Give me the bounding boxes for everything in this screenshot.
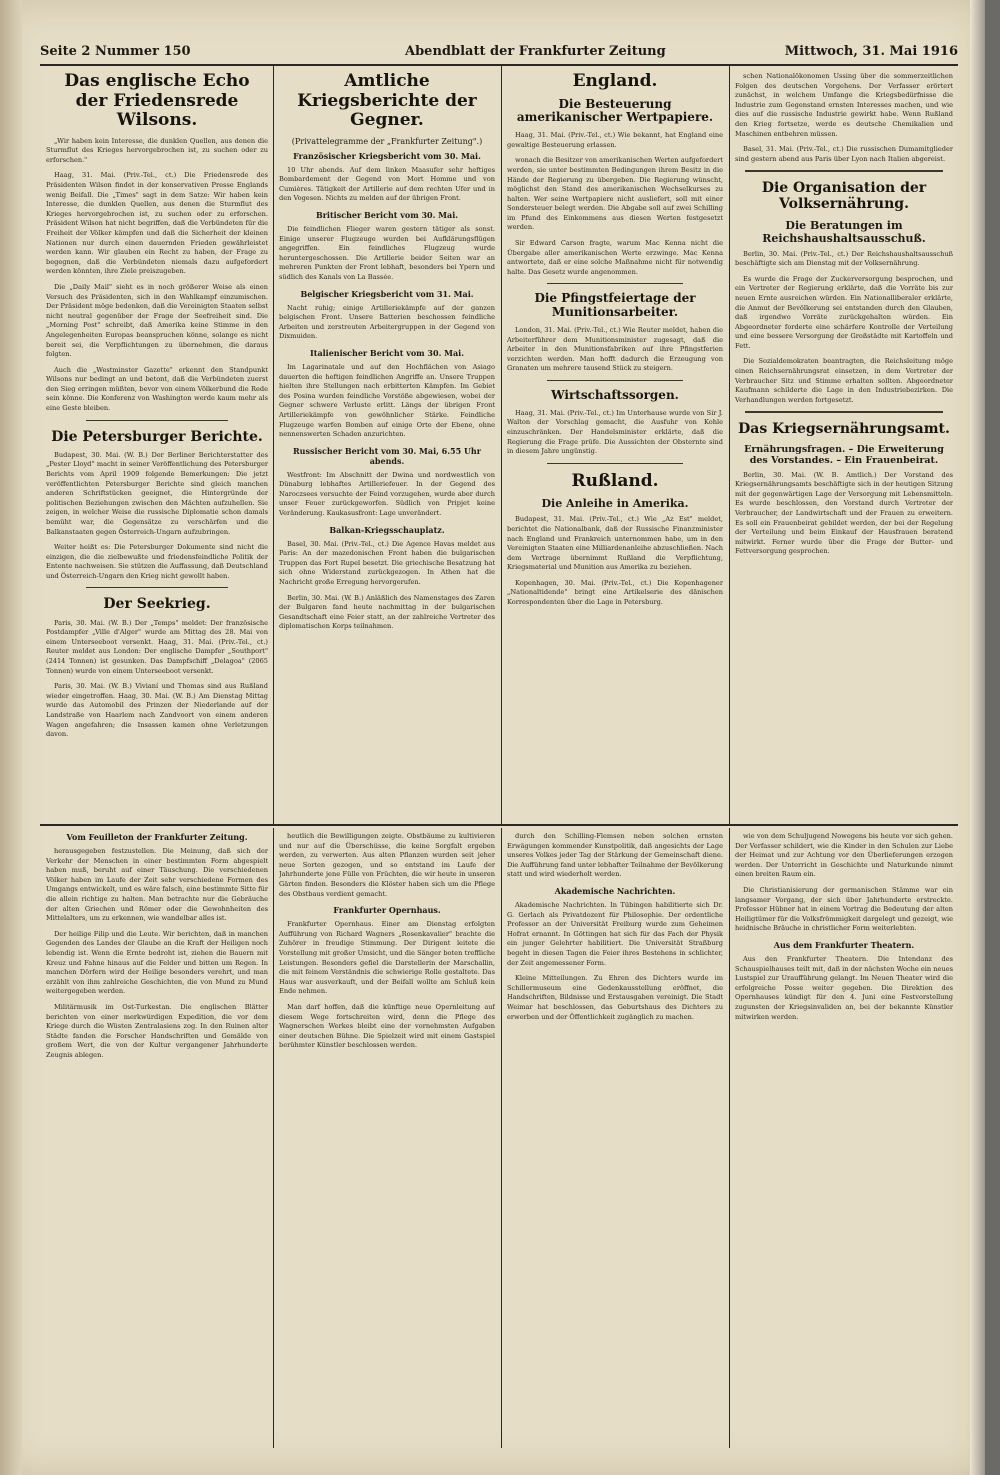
filler-text: Haag, 31. Mai. (Priv.-Tel., ct.) Im Unterhause wurde von Sir J. Walton der Vorschlag gemacht, die Ausfuhr von Kohle einzuschränken. Der Handelsminister erklärte, daß die Regierung die Frage prüfe. Die Aussichten der Obsternte sind in diesem Jahre ungünstig. (507, 408, 723, 456)
feuilleton-rule (40, 824, 958, 826)
lower-column-2 (279, 832, 495, 1444)
filler-text: Kopenhagen, 30. Mai. (Priv.-Tel., ct.) Die Kopenhagener „Nationaltidende" bringt eine Artikelserie des dänischen Korrespondenten über die Lage in Petersburg. (507, 578, 723, 607)
report-title-balkan: Balkan-Kriegsschauplatz. (329, 524, 445, 535)
column-1 (46, 72, 268, 820)
page-edge (970, 0, 985, 1475)
lead-volksernaehrung: Berlin, 30. Mai. (Priv.-Tel., ct.) Der Reichshaushaltsausschuß beschäftigte sich am Dienstag mit der Volksernährung. (735, 249, 953, 268)
headline-pfingstfeiertage: Die Pfingstfeiertage der Munitionsarbeiter. (534, 291, 696, 320)
filler-text: Haag, 31. Mai. (Priv.-Tel., ct.) Die Friedensrede des Präsidenten Wilson findet in der konservativen Presse Englands wenig Beifall. Die „Times" sagt in dem Satze: Wir haben kein Interesse, die dunklen Quellen, aus denen die Sturmflut des Krieges hervorgebrochen ist, zu suchen oder zu erforschen. Präsident Wilson hat nicht begriffen, daß die Verbündeten für die Freiheit der Völker kämpfen und daß die Sicherheit der kleinen Nationen nur durch einen dauernden Frieden gewährleistet werden kann. Wir glauben ein Recht zu haben, der Frage zu begegnen, daß die Verbündeten niemals dazu aufgefordert werden könnten, ihre Ziele preiszugeben. (46, 171, 268, 276)
column-3 (507, 72, 723, 820)
filler-text: Militärmusik im Ost-Turkestan. Die englischen Blätter berichten von einer merkwürdigen Expedition, die vor dem Kriege durch die Wüsten Zentralasiens zog. In den Ruinen alter Städte fanden die Forscher Handschriften und Gemälde von großem Wert, die von der Kultur vergangener Jahrhunderte Zeugnis ablegen. (46, 1002, 268, 1059)
headline-kriegsernaehrungsamt: Das Kriegsernährungsamt. (738, 421, 950, 438)
filler-text: Berlin, 30. Mai. (W. B. Amtlich.) Der Vorstand des Kriegsernährungsamts beschäftigte sich in der heutigen Sitzung mit der gegenwärtigen Lage der Versorgung mit Lebensmitteln. Es wurde beschlossen, den Vorstand durch Vertreter der Verbraucher, der Landwirtschaft und der Frauen zu erweitern. Es soll ein Frauenbeirat gebildet werden, der bei der Regelung der Verteilung und beim Einkauf der Hausfrauen beratend mitwirkt. Ferner wurde über die Frage der Butter- und Fettversorgung gesprochen. (735, 470, 953, 556)
filler-text: Sir Edward Carson fragte, warum Mac Kenna nicht die Übergabe aller amerikanischen Werte erzwinge. Mac Kenna antwortete, daß er eine solche Maßnahme nicht für notwendig halte. Das Gesetz wurde angenommen. (507, 239, 723, 276)
subheadline-privattelegramme: (Privattelegramme der „Frankfurter Zeitung".) (291, 136, 483, 146)
filler-text: Aus den Frankfurter Theatern. Die Intendanz des Schauspielhauses teilt mit, daß in der nächsten Woche ein neues Lustspiel zur Uraufführung gelangt. Im Neuen Theater wird die erfolgreiche Posse weiter gegeben. Die Direktion des Opernhauses kündigt für den 4. Juni eine Festvorstellung zugunsten der Kriegsinvaliden an, bei der bekannte Künstler mitwirken werden. (735, 954, 953, 1021)
filler-text: Berlin, 30. Mai. (W. B.) Anläßlich des Namenstages des Zaren der Bulgaren fand heute nachmittag in der bulgarischen Gesandtschaft eine Feier statt, an der zahlreiche Vertreter des diplomatischen Korps teilnahmen. (279, 593, 495, 631)
report-title-russian: Russischer Bericht vom 30. Mai, 6.55 Uhr abends. (293, 445, 481, 466)
opera-title: Frankfurter Opernhaus. (333, 905, 441, 916)
section-divider (745, 411, 943, 413)
headline-kriegsberichte: Amtliche Kriegsberichte der Gegner. (297, 72, 477, 131)
filler-text: Nacht ruhig; einige Artilleriekämpfe auf der ganzen belgischen Front. Unsere Batterien beschossen feindliche Arbeiten und zerstreuten Arbeitergruppen in der Gegend von Dixmuiden. (279, 303, 495, 341)
filler-text: Basel, 30. Mai. (Priv.-Tel., ct.) Die Agence Havas meldet aus Paris: An der mazedonischen Front haben die bulgarischen Truppen das Fort Rupel besetzt. Die griechische Besatzung hat sich ohne Widerstand zurückgezogen. In Athen hat die Nachricht große Erregung hervorgerufen. (279, 539, 495, 587)
filler-text: Man darf hoffen, daß die künftige neue Opernleitung auf diesem Wege fortschreiten wird, denn die Pflege des Wagnerschen Werkes bleibt eine der vornehmsten Aufgaben einer deutschen Bühne. Die Spielzeit wird mit einem Gastspiel berühmter Künstler beschlossen werden. (279, 1002, 495, 1050)
headline-wirtschaftssorgen: Wirtschaftssorgen. (551, 388, 679, 403)
report-title-french: Französischer Kriegsbericht vom 30. Mai. (293, 150, 481, 161)
subheadline-reichshaushalt: Die Beratungen im Reichshaushaltsausschuß. (762, 218, 926, 245)
academic-news-title: Akademische Nachrichten. (554, 885, 676, 896)
filler-text: Paris, 30. Mai. (W. B.) Vivianí und Thomas sind aus Rußland wieder eingetroffen. Haag, 30. Mai. (W. B.) Am Dienstag Mittag wurde das Automobil des Prinzen der Niederlande auf der Landstraße von Haarlem nach Zandvoort von einem anderen Wagen angefahren; die Insassen kamen ohne Verletzungen davon. (46, 682, 268, 739)
lead-quote: „Wir haben kein Interesse, die dunklen Quellen, aus denen die Sturmflut des Krieges hervorgebrochen ist, zu suchen oder zu erforschen." (46, 136, 268, 164)
filler-text: Westfront: Im Abschnitt der Dwina und nordwestlich von Dünaburg lebhaftes Artilleriefeuer. In der Gegend des Naroczsees versuchte der Feind vorzugehen, wurde aber durch unser Feuer zurückgeworfen. Südlich von Pripjet keine Veränderung. Kaukasusfront: Lage unverändert. (279, 470, 495, 518)
section-divider (547, 283, 683, 284)
filler-text: schen Nationalökonomen Ussing über die sommerzeitlichen Folgen des deutschen Vorgehens. Der Verfasser erörtert zunächst, in welchem Umfange die Kriegsbedürfnisse die Industrie zum Gegenstand ernsten Interesses machen, und wie dies auf die russische Industrie gewirkt habe. Wenn Rußland den Krieg fortsetze, werde es deutsche Chemikalien und Maschinen entbehren müssen. (735, 72, 953, 138)
lower-column-rule-2 (501, 828, 502, 1448)
filler-text: Die Christianisierung der germanischen Stämme war ein langsamer Vorgang, der sich über Jahrhunderte erstreckte. Professor Hübner hat in einem Vortrag die Bedeutung der alten Heiligtümer für die Volksfrömmigkeit dargelegt und gezeigt, wie heidnische Bräuche in christlicher Form weiterlebten. (735, 885, 953, 933)
headline-petersburg: Die Petersburger Berichte. (51, 428, 263, 445)
lead-england: Haag, 31. Mai. (Priv.-Tel., ct.) Wie bekannt, hat England eine gewaltige Besteuerung erlassen. (507, 131, 723, 149)
lower-column-1 (46, 832, 268, 1444)
column-rule-2 (501, 66, 502, 824)
subheadline-ernaehrungsfragen: Ernährungsfragen. – Die Erweiterung des Vorstandes. – Ein Frauenbeirat. (744, 443, 944, 466)
filler-text: Im Lagarinatale und auf den Hochflächen von Asiago dauerten die heftigen feindlichen Angriffe an. Unsere Truppen hielten ihre Stellungen nach erbitterten Kämpfen. Im Gebiet des Posina wurden feindliche Vorstöße abgewiesen, wobei der Gegner schwere Verluste erlitt. Längs der übrigen Front Artilleriekämpfe von gewöhnlicher Stärke. Feindliche Flugzeuge warfen Bomben auf einige Orte der Ebene, ohne nennenswerten Schaden anzurichten. (279, 362, 495, 439)
column-rule-1 (273, 66, 274, 824)
filler-text: Die Sozialdemokraten beantragten, die Reichsleitung möge einen Reichsernährungsrat einsetzen, in dem Vertreter der Verbraucher Sitz und Stimme erhalten sollten. Abgeordneter Kaufmann schilderte die Lage in den Industriebezirken. Die Verhandlungen werden fortgesetzt. (735, 357, 953, 404)
headline-besteuerung: Die Besteuerung amerikanischer Wertpapiere. (516, 96, 714, 125)
filler-text: Die feindlichen Flieger waren gestern tätiger als sonst. Einige unserer Flugzeuge wurden bei Aufklärungsflügen angegriffen. Ein feindliches Flugzeug wurde heruntergeschossen. Die Artillerie beider Seiten war an mehreren Punkten der Front lebhaft, besonders bei Ypern und südlich des Kanals von La Bassée. (279, 225, 495, 281)
page-binding (0, 0, 22, 1475)
filler-text: Budapest, 30. Mai. (W. B.) Der Berliner Berichterstatter des „Pester Lloyd" macht in seiner Veröffentlichung des Petersburger Berichts vom April 1909 folgende Bemerkungen: Die jetzt veröffentlichten Petersburger Berichte sind gleich manchen anderen Schriftstücken geeignet, die Hintergründe der politischen Beziehungen zwischen den Mächten aufzuhellen. Sie zeigen, in welcher Weise die russische Diplomatie schon damals bemüht war, die Gegensätze zu verschärfen und die Balkanstaaten gegen Österreich-Ungarn aufzubringen. (46, 450, 268, 536)
lower-column-rule-1 (273, 828, 274, 1448)
report-title-italian: Italienischer Bericht vom 30. Mai. (310, 347, 464, 358)
filler-text: Basel, 31. Mai. (Priv.-Tel., ct.) Die russischen Dumamitglieder sind gestern abend aus Paris über Lyon nach Italien abgereist. (735, 145, 953, 163)
page-header (40, 42, 958, 62)
lower-column-rule-3 (729, 828, 730, 1448)
page-number: Seite 2 Nummer 150 (40, 44, 191, 59)
filler-text: heutlich die Bewilligungen zeigte. Obstbäume zu kultivieren und nur auf die Überschüsse, die keine Sorgfalt ergeben werden, zu verwerten. Aus alten Pflanzen wurden seit jeher neue Sorten gezogen, und so entstand im Laufe der Jahrhunderte jene Fülle von Früchten, die wir heute in unseren Gärten finden. Besonders die Klöster haben sich um die Pflege des Obstbaus verdient gemacht. (279, 832, 495, 898)
header-rule (40, 64, 958, 66)
section-divider (547, 380, 683, 381)
lower-column-3 (507, 832, 723, 1444)
filler-text: Akademische Nachrichten. In Tübingen habilitierte sich Dr. G. Gerlach als Privatdozent für Philosophie. Der ordentliche Professor an der Universität Freiburg wurde zum Geheimen Hofrat ernannt. In Göttingen hat sich für das Fach der Physik ein junger Gelehrter habilitiert. Die Universität Straßburg begeht in diesen Tagen die Feier ihres Bestehens in schlichter, der Zeit angemessener Form. (507, 900, 723, 967)
headline-wilson-echo: Das englische Echo der Friedensrede Wilsons. (64, 72, 250, 131)
lower-column-4 (735, 832, 953, 1444)
filler-text: wonach die Besitzer von amerikanischen Werten aufgefordert werden, sie unter bestimmten Bedingungen ihrem Besitz in die Hände der Regierung zu übergeben. Die Regierung wünscht, möglichst den Stand des amerikanischen Wechselkurses zu halten. Wer seine Wertpapiere nicht ausliefert, soll mit einer Sondersteuer belegt werden. Die Abgabe soll auf zwei Schilling im Pfund des Einkommens aus diesen Werten festgesetzt werden. (507, 156, 723, 232)
filler-text: London, 31. Mai. (Priv.-Tel., ct.) Wie Reuter meldet, haben die Arbeiterführer dem Munitionsminister zugesagt, daß die Arbeiter in den Munitionsfabriken auf ihre Pfingstferien verzichten werden. Man hofft dadurch die Erzeugung von Granaten um mehrere tausend Stück zu steigern. (507, 326, 723, 373)
filler-text: Frankfurter Opernhaus. Einer am Dienstag erfolgten Aufführung von Richard Wagners „Rosenkavalier" brachte die Zuhörer in freudige Stimmung. Der Dirigent leitete die Vorstellung mit großer Umsicht, und die Sänger boten treffliche Leistungen. Besonders gefiel die Darstellerin der Marschallin, die mit feinem Verständnis die schwierige Rolle gestaltete. Das Haus war ausverkauft, und der Beifall wollte am Schluß kein Ende nehmen. (279, 920, 495, 996)
feuilleton-title: Vom Feuilleton der Frankfurter Zeitung. (66, 832, 248, 842)
column-2 (279, 72, 495, 820)
headline-volksernaehrung: Die Organisation der Volksernährung. (761, 180, 927, 213)
filler-text: herausgegeben festzustellen. Die Meinung, daß sich der Verkehr der Menschen in einer bestimmten Form abgespielt haben muß, beruht auf einer Täuschung. Die verschiedenen Völker haben im Laufe der Zeit sehr verschiedene Formen des Umgangs entwickelt, und es wäre falsch, eine bestimmte Sitte für die allein richtige zu halten. Man betrachte nur die Gebräuche der alten Griechen und Römer oder die Gewohnheiten des Mittelalters, um zu erkennen, wie wandelbar alles ist. (46, 847, 268, 923)
report-title-british: Britischer Bericht vom 30. Mai. (315, 210, 459, 221)
filler-text: Weiter heißt es: Die Petersburger Dokumente sind nicht die einzigen, die die zielbewußte und friedensfeindliche Politik der Entente nachweisen. Sie stützen die Auffassung, daß Deutschland und Österreich-Ungarn den Krieg nicht gewollt haben. (46, 543, 268, 580)
section-divider (86, 587, 228, 588)
filler-text: Auch die „Westminster Gazette" erkennt den Standpunkt Wilsons nur bedingt an und betont, daß die Verbündeten zuerst den Sieg erringen müßten, bevor von einem Völkerbund die Rede sein könne. Die Konferenz von Washington werde kaum mehr als eine Geste bleiben. (46, 365, 268, 413)
filler-text: Der heilige Filip und die Leute. Wir berichten, daß in manchen Gegenden des Landes der Glaube an die Kraft der Heiligen noch lebendig ist. Wenn die Ernte bedroht ist, ziehen die Bauern mit Kreuz und Fahne hinaus auf die Felder und bitten um Regen. In manchen Dörfern wird der Heilige besonders verehrt, und man erzählt von ihm zahlreiche Geschichten, die von Mund zu Mund weitergegeben werden. (46, 929, 268, 996)
filler-text: Es wurde die Frage der Zuckerversorgung besprochen, und ein Vertreter der Regierung erklärte, daß die Vorräte bis zur neuen Ernte ausreichen würden. Ein Nationalliberaler erklärte, die Anmut der Bevölkerung sei entstanden durch den Glauben, daß irgendwo Vorräte zurückgehalten würden. Ein Abgeordneter forderte eine schärfere Kontrolle der Verteilung und eine bessere Versorgung der Großstädte mit Kartoffeln und Fett. (735, 274, 953, 350)
section-divider (86, 420, 228, 421)
headline-seekrieg: Der Seekrieg. (103, 596, 211, 613)
column-rule-3 (729, 66, 730, 824)
report-title-belgian: Belgischer Kriegsbericht vom 31. Mai. (300, 288, 474, 299)
filler-text: wie von dem Schuljugend Nowegens bis heute vor sich gehen. Der Verfasser schildert, wie die Kinder in den Schulen zur Liebe der Heimat und zur Achtung vor den Überlieferungen erzogen werden. Der Unterricht in Geschichte und Naturkunde nimmt einen breiten Raum ein. (735, 832, 953, 879)
filler-text: Die „Daily Mail" sieht es in noch größerer Weise als einen Versuch des Präsidenten, sich in den Wahlkampf einzumischen. Der Präsident möge bedenken, daß die Vereinigten Staaten selbst nicht neutral gegenüber der Frage der Seefreiheit sind. Die „Morning Post" schreibt, daß Amerika keine Stimme in den Angelegenheiten Europas beanspruchen könne, solange es nicht bereit sei, die Verpflichtungen zu übernehmen, die daraus folgten. (46, 282, 268, 359)
headline-russland: Rußland. (571, 470, 659, 491)
filler-text: Paris, 30. Mai. (W. B.) Der „Temps" meldet: Der französische Postdampfer „Ville d'Alger" wurde am Mittag des 28. Mai von einem Unterseeboot versenkt. Haag, 31. Mai. (Priv.-Tel., ct.) Reuter meldet aus London: Der englische Dampfer „Southport" (2414 Tonnen) ist gesunken. Das Dampfschiff „Delagoa" (2065 Tonnen) wurde von einem Unterseeboot versenkt. (46, 618, 268, 675)
filler-text: Kleine Mitteilungen. Zu Ehren des Dichters wurde im Schillermuseum eine Gedenkausstellung eröffnet, die Handschriften, Bildnisse und Erstausgaben vereinigt. Die Stadt Weimar hat beschlossen, das Geburtshaus des Dichters zu erwerben und der Öffentlichkeit zugänglich zu machen. (507, 974, 723, 1021)
section-divider (547, 463, 683, 464)
headline-england: England. (572, 72, 658, 91)
section-divider (745, 170, 943, 172)
filler-text: Budapest, 31. Mai. (Priv.-Tel., ct.) Wie „Az Est" meldet, berichtet die Nationalbank, daß der Russische Finanzminister nach England und Frankreich unternommen habe, um in den Vereinigten Staaten eine Milliardenanleihe abzuschließen. Nach dem Vertrage übernimmt Rußland die Verpflichtung, Kriegsmaterial und Munition aus Amerika zu beziehen. (507, 515, 723, 572)
masthead-title: Abendblatt der Frankfurter Zeitung (405, 44, 666, 59)
filler-text: 10 Uhr abends. Auf dem linken Maasufer sehr heftiges Bombardement der Gegend von Mort Homme und von Cumières. Tätigkeit der Artillerie auf dem rechten Ufer und in den Vogesen. Nichts zu melden auf der übrigen Front. (279, 165, 495, 203)
theater-title: Aus dem Frankfurter Theatern. (773, 939, 915, 950)
issue-date: Mittwoch, 31. Mai 1916 (784, 44, 958, 59)
filler-text: durch den Schilling-Flemsen neben solchen ernsten Erwägungen kommender Kunstpolitik, daß angesichts der Lage unseres Volkes jeder Tag der Stärkung der Gemeinschaft diene. Die Aufführung fand unter lebhafter Teilnahme der Bevölkerung statt und wird wiederholt werden. (507, 832, 723, 879)
subheadline-anleihe: Die Anleihe in Amerika. (541, 497, 689, 511)
column-4 (735, 72, 953, 820)
